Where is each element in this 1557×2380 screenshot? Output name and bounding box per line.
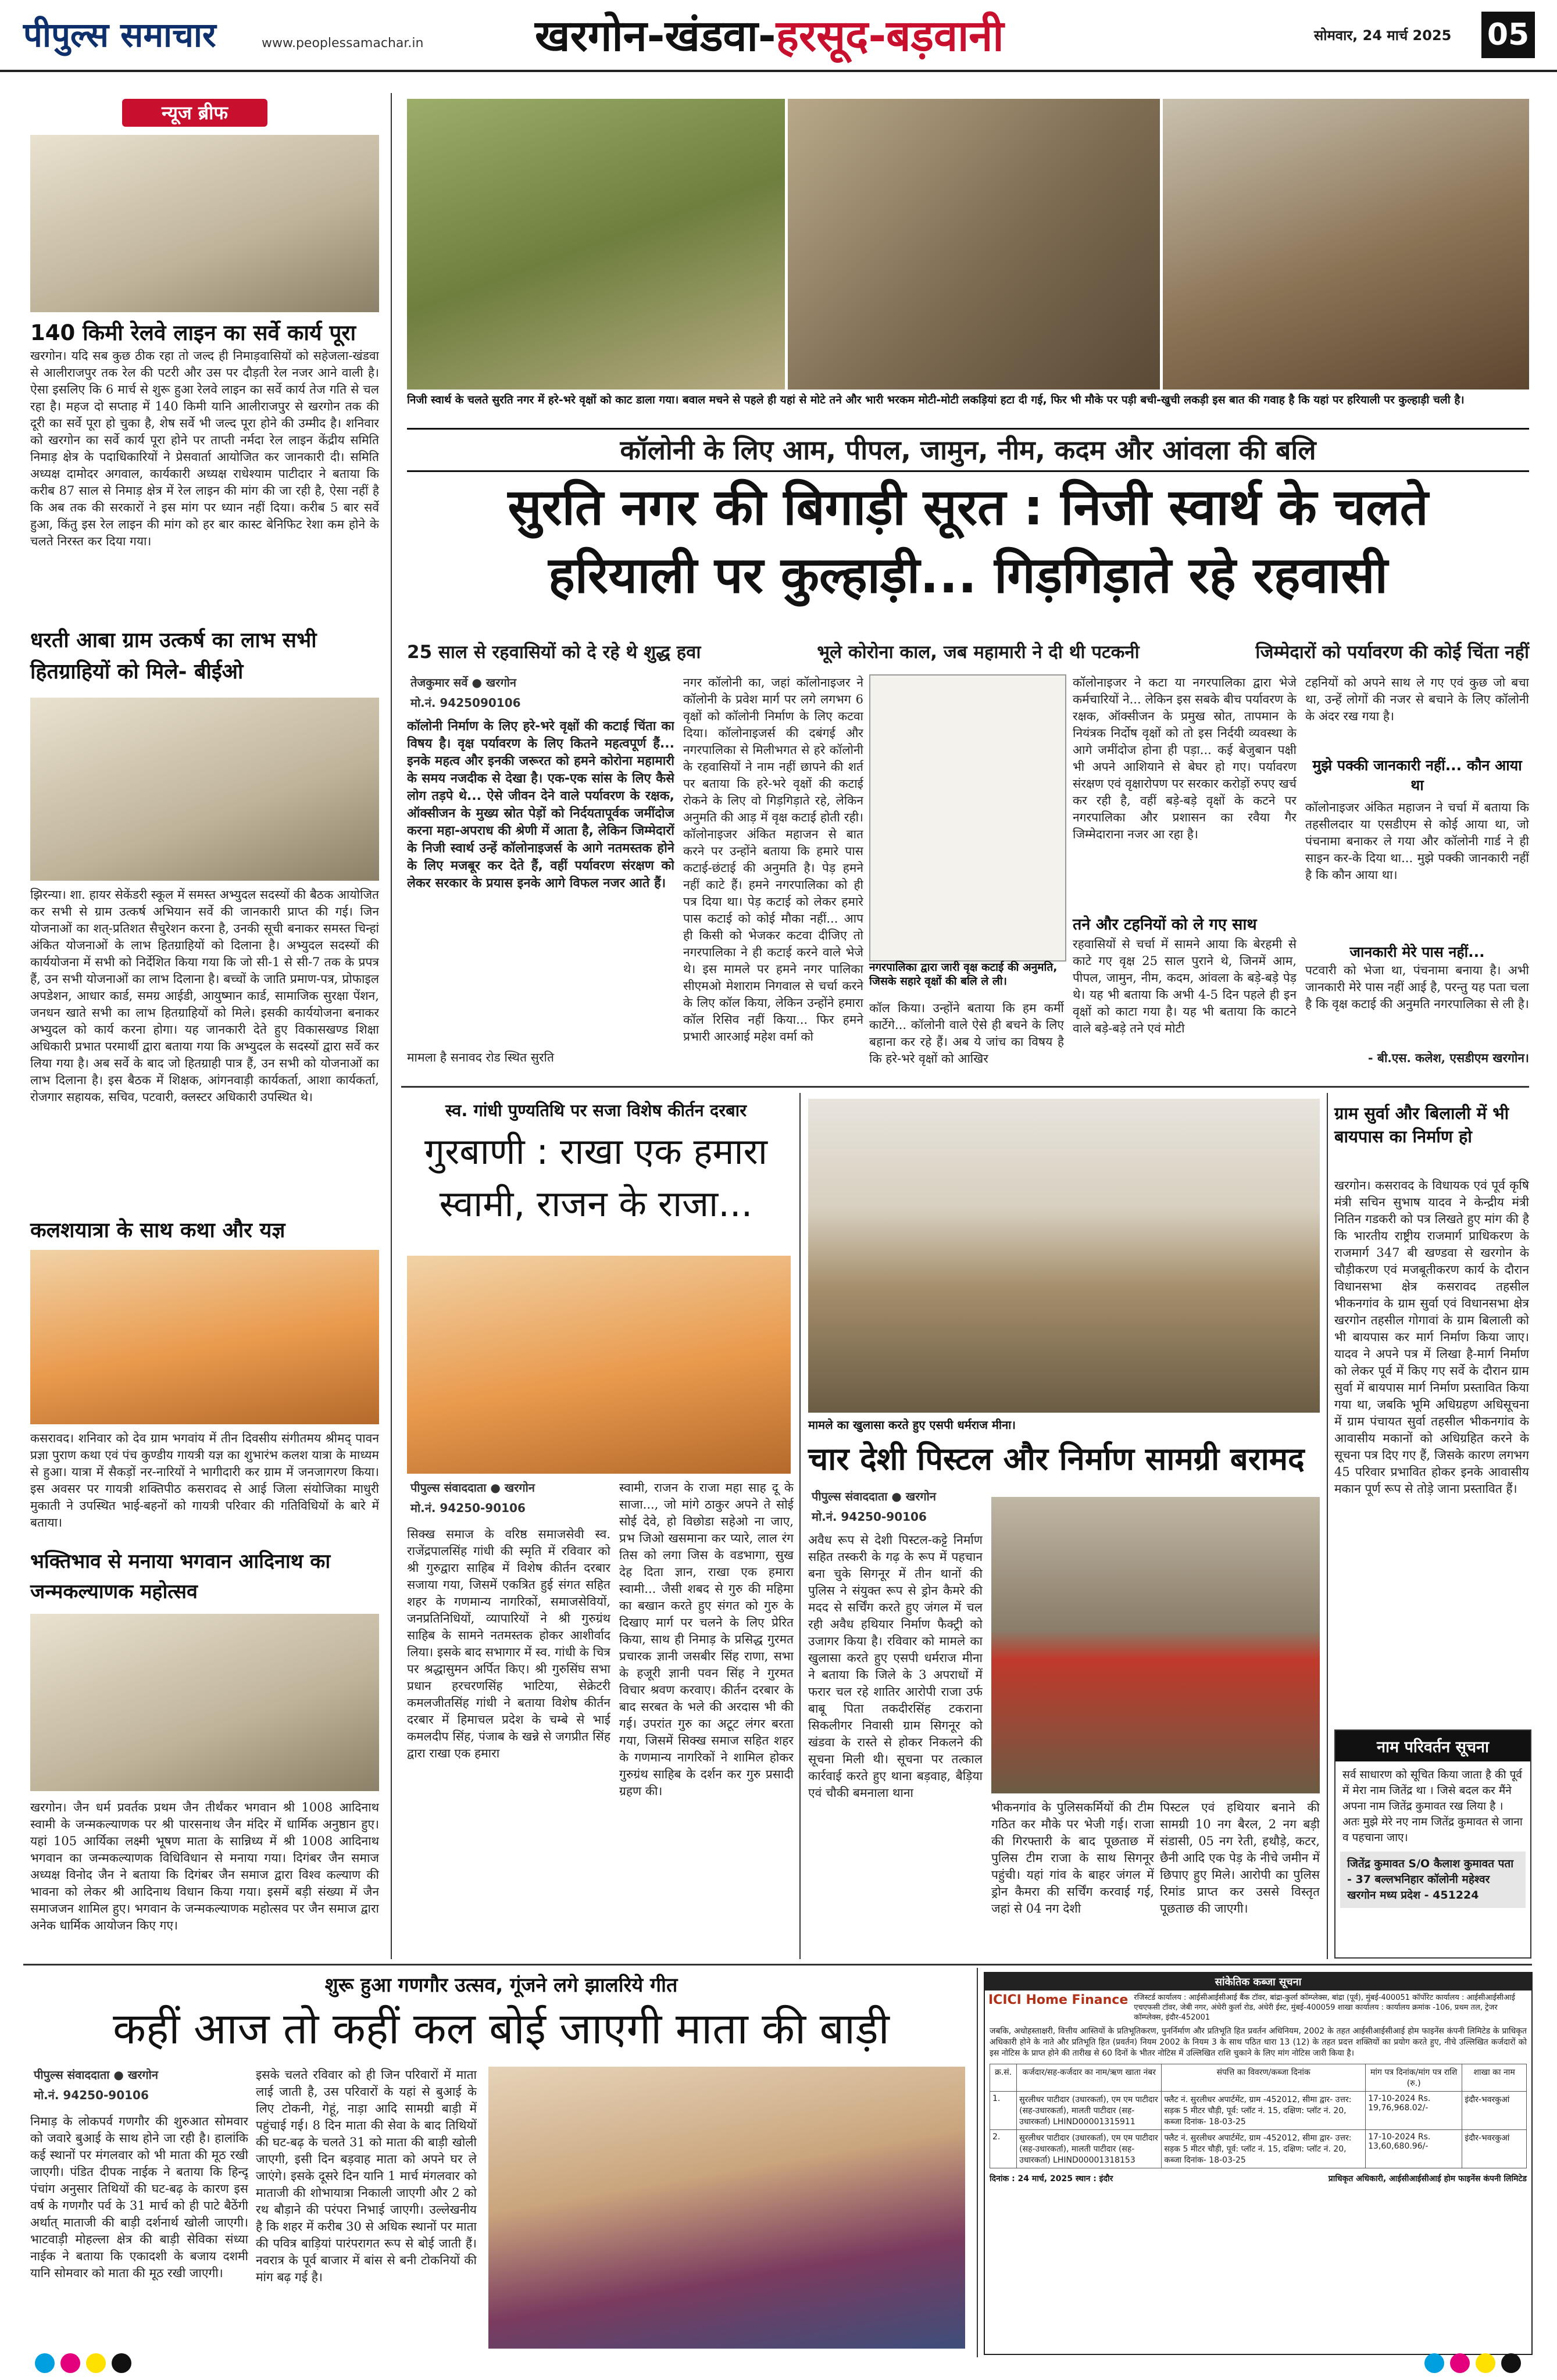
brief-body: झिरन्या। शा. हायर सेकेंडरी स्कूल में समस्त अभ्युदल सदस्यों की बैठक आयोजित कर सभी से ग्राम उत्कर्ष अभियान सर्वे की जानकारी प्राप्त की गई। जिन योजनाओं का शत्-प्रतिशत सैचुरेशन करना है, उनकी सूची बनाकर समस्त चिन्हां अंकित योजनाओं के लाभ हितग्राहियों को दिलाना है। अभ्युदल सदस्यों की कार्ययोजना में सभी को निर्देशित किया गया कि जो सी-1 से सी-7 तक के प्रपत्र हैं, उन सभी योजनाओं का लाभ दिलाना है। बच्चों के जाति प्रमाण-पत्र, प्रोफाइल अपडेशन, आधार कार्ड, समग्र आईडी, आयुष्मान कार्ड, सामाजिक सुरक्षा पेंशन, जनधन खाते सभी का लाभ हितग्राहियों को मिले। इसकी कार्ययोजना बनाकर अभ्युदल को कार्य करना होगा। यह जानकारी देते हुए विकासखण्ड शिक्षा अधिकारी प्रभात परमार्थी द्वारा बताया गया कि अभ्युदल के सदस्यों द्वारा सर्वे कर लिया गया है। अब सर्वे के बाद जो हितग्राही पात्र हैं, उन सभी को योजनाओं का लाभ दिलाना है। इस बैठक में शिक्षक, आंगनवाड़ी कार्यकर्ता, आशा कार्यकर्ता, रोजगार सहायक, सचिव, पटवारी, क्लस्टर अधिकारी उपस्थित थे। (30, 888, 379, 1104)
notice-signatory: प्राधिकृत अधिकारी, आईसीआईसीआई होम फाइनेंस कंपनी लिमिटेड (1328, 2174, 1527, 2184)
notice-table-header: संपत्ति का विवरण/कब्जा दिनांक (1162, 2064, 1366, 2092)
gangaur-women-photo (488, 2067, 965, 2349)
lead-kicker-text: कॉलोनी के लिए आम, पीपल, जामुन, नीम, कदम और आंवला की बलि (608, 434, 1327, 466)
gangaur-column-2: इसके चलते रविवार को ही जिन परिवारों में माता लाई जाती है, उस परिवारों के यहां से बुआई के लिए टोकनी, गेहूं, नाड़ा आदि सामग्री बाड़ी में पहुंचाई गई। 8 दिन माता की सेवा के बाद तिथियों की घट-बढ़ के चलते 31 को माता की बाड़ी खोली जाएगी, इसी दिन बड़वाह माता को अपने घर ले जाएंगे। इसके दूसरे दिन यानि 1 मार्च मंगलवार को माताजी की शोभायात्रा निकाली जाएगी और 2 को रथ बौड़ाने की परंपरा निभाई जाएगी। उल्लेखनीय है कि शहर में करीब 30 से अधिक स्थानों पर माता की पवित्र बाड़ियां पारंपरागत रूप से बोई जाती हैं। नवरात्र के पूर्व बाजार में बांस से बनी टोकनियों की मांग बढ़ गई है। (256, 2068, 477, 2284)
document-caption: नगरपालिका द्वारा जारी वृक्ष कटाई की अनुमति, जिसके सहारे वृक्षों की बलि ले ली। (869, 961, 1058, 988)
issue-date: सोमवार, 24 मार्च 2025 (1314, 27, 1452, 44)
gurbani-kicker: स्व. गांधी पुण्यतिथि पर सजा विशेष कीर्तन दरबार (445, 1100, 747, 1120)
black-registration-dot (1501, 2353, 1521, 2373)
notice-title: सांकेतिक कब्जा सूचना (985, 1973, 1531, 1991)
notice-address: रजिस्टर्ड कार्यालय : आईसीआईसीआई बैंक टॉवर, बांद्रा-कुर्ला कॉम्प्लेक्स, बांद्रा (पूर्व), मुंबई-400051 कॉर्पोरेट कार्यालय : आईसीआईसीआई एचएफसी टॉवर, जेबी नगर, अंधेरी कुर्ला रोड, अंधेरी ईस्ट, मुंबई-400059 शाखा कार्यालय : कार्यालय क्रमांक -106, प्रथम तल, ट्रेजर कॉम्प्लेक्स, इंदौर-452001 (1134, 1993, 1515, 2022)
brief-body: कसरावद। शनिवार को देव ग्राम भगवांय में तीन दिवसीय संगीतमय श्रीमद् पावन प्रज्ञा पुराण कथा एवं पंच कुण्डीय गायत्री यज्ञ का शुभारंभ कलश यात्रा के माध्यम से हुआ। यात्रा में सैकड़ों नर-नारियों ने भागीदारी कर ग्राम में जनजागरण किया। इस अवसर पर गायत्री शक्तिपीठ कसरावद से आई जिला संयोजिका माधुरी मुकाती ने उपस्थित भाई-बहनों को गायत्री परिवार की गतिविधियों के बारे में बताया। (30, 1431, 379, 1530)
permission-document-photo (869, 674, 1066, 962)
gurbani-column-1: सिक्ख समाज के वरिष्ठ समाजसेवी स्व. राजेंद्रपालसिंह गांधी की स्मृति में रविवार को श्री गुरुद्वारा साहिब में विशेष कीर्तन दरबार सजाया गया, जिसमें एकत्रित हुई संगत सहित शहर के गणमान्य नागरिकों, समाजसेवियों, जनप्रतिनिधियों, व्यापारियों ने श्री गुरुग्रंथ साहिब के सामने नतमस्तक होकर आशीर्वाद लिया। इसके बाद सभागार में स्व. गांधी के चित्र पर श्रद्धासुमन अर्पित किए। श्री गुरुसिंघ सभा प्रधान हरचरणसिंह भाटिया, सेक्रेटरी कमलजीतसिंह गांधी ने बताया विशेष कीर्तन दरबार में हिमाचल प्रदेश के चम्बे से भाई कमलदीप सिंह, पंजाब के खन्ने से जगप्रीत सिंह द्वारा राखा एक हमारा (407, 1527, 610, 1760)
lead-column-4b: रहवासियों से चर्चा में सामने आया कि बेरहमी से काटे गए वृक्ष 25 साल पुराने थे, जिनमें आम, पीपल, जामुन, नीम, कदम, आंवला के बड़े-बड़े पेड़ थे। यह भी बताया कि अभी 4-5 दिन पहले ही इन वृक्षों को काटा गया है। यह भी बताया कि काटने वाले बड़े-बड़े तने एवं मोटी (1073, 937, 1297, 1035)
black-registration-dot (112, 2353, 131, 2373)
bypass-body: खरगोन। कसरावद के विधायक एवं पूर्व कृषि मंत्री सचिन सुभाष यादव ने केन्द्रीय मंत्री नितिन गडकरी को पत्र लिखते हुए मांग की है कि भारतीय राष्ट्रीय राजमार्ग प्राधिकरण के राजमार्ग 347 बी खण्डवा से खरगोन के चौड़ीकरण एवं मजबूतीकरण कार्य के दौरान विधानसभा क्षेत्र कसरावद तहसील भीकनगांव के ग्राम सुर्वा एवं विधानसभा क्षेत्र खरगोन तहसील गोगावां के ग्राम बिलाली को भी बायपास कर मार्ग निर्माण किया जाए। यादव ने अपने पत्र में लिखा है-मार्ग निर्माण को लेकर पूर्व में किए गए सर्वे के दौरान ग्राम सुर्वा में बायपास मार्ग निर्माण प्रस्तावित किया गया था, जबकि भूमि अधिग्रहण अधिसूचना में ग्राम पंचायत सुर्वा तहसील भीकनगांव के आवासीय मकानों को अधिग्रहित करने के सूचना पत्र दिए गए हैं, जिसके कारण लगभग 45 परिवार प्रभावित होकर इनके आवासीय मकान पूर्ण रूप से तोड़े जाना प्रस्तावित हैं। (1334, 1178, 1529, 1496)
cmyk-registration-marks (0, 2349, 1557, 2380)
notice-date-place: दिनांक : 24 मार्च, 2025 स्थान : इंदौर (990, 2174, 1113, 2184)
kirtan-darbar-photo (407, 1256, 791, 1474)
yellow-registration-dot (86, 2353, 106, 2373)
lead-subheads (407, 639, 1529, 669)
lead-byline: तेजकुमार सर्वे ● खरगोन (410, 676, 516, 689)
website-url: www.peoplessamachar.in (262, 36, 424, 51)
notice-table-header: कर्जदार/सह-कर्जदार का नाम/ऋण खाता नंबर (1017, 2064, 1162, 2092)
lead-headline-line-2: हरियाली पर कुल्हाड़ी... गिड़गिड़ाते रहे रहवासी (548, 546, 1388, 605)
bypass-headline: ग्राम सुर्वा और बिलाली में भी बायपास का निर्माण हो (1334, 1103, 1509, 1146)
column-divider (1327, 1093, 1328, 1959)
table-cell: 1. (990, 2092, 1017, 2130)
table-cell: 17-10-2024 Rs. 13,60,680.96/- (1366, 2130, 1462, 2168)
table-cell: इंदौर-भवरकुआं (1462, 2130, 1527, 2168)
brief-body: खरगोन। यदि सब कुछ ठीक रहा तो जल्द ही निमाड़वासियों को सहेजला-खंडवा से आलीराजपुर तक रेल की पटरी और उस पर दौड़ती रेल नजर आने वाली है। ऐसा इसलिए कि 6 मार्च से शुरू हुआ रेलवे लाइन का सर्वे कार्य तेज गति से चल रहा है। महज दो सप्ताह में 140 किमी यानि आलीराजपुर से खरगोन तक की दूरी का सर्वे पूरा हो चुका है, शेष सर्वे भी जल्द पूरा होने की उम्मीद है। शनिवार को खरगोन का सर्वे कार्य पूरा होने पर ताप्ती नर्मदा रेल लाइन केंद्रीय समिति निमाड़ क्षेत्र के पदाधिकारियों ने प्रेसवार्ता आयोजित कर जानकारी दी। समिति अध्यक्ष दामोदर अगवाल, कार्यकारी अध्यक्ष राधेश्याम पाटीदार ने बताया कि करीब 87 साल से निमाड़ क्षेत्र में रेल लाइन की मांग की जा रही है, ऐसा नहीं है कि अब तक की सरकारों ने इस मांग पर ध्यान नहीं दिया। करीब 5 बार सर्वे हुआ, किंतु इस रेल लाइन की मांग को हर बार कास्ट बेनिफिट रेशा कम होने के चलते निरस्त कर दिया गया। (30, 349, 379, 548)
icici-brand: ICICI Home Finance (988, 1993, 1129, 2007)
cyan-registration-dot (35, 2353, 55, 2373)
gurbani-headline-line-2: स्वामी, राजन के राजा... (439, 1182, 753, 1225)
name-change-notice (1334, 1729, 1531, 1959)
gangaur-kicker: शुरू हुआ गणगौर उत्सव, गूंजने लगे झालरिये गीत (324, 1974, 678, 1997)
lead-column-4a: कॉलोनाइजर ने कटा या नगरपालिका द्वारा भेजे कर्मचारियों ने... लेकिन इस सबके बीच पर्यावरण के रक्षक, ऑक्सीजन के प्रमुख स्रोत, तापमान के नियंत्रक निर्दोष वृक्षों को तो इस निर्दयी व्यवस्था के आगे जमींदोज होना ही पड़ा... कई बेजुबान पक्षी भी अपने आशियाने से बेघर हो गए। पर्यावरण संरक्षण एवं वृक्षारोपण पर सरकार करोड़ों रुपए खर्च कर रही है, वहीं बड़े-बड़े वृक्षों के कटने पर नगरपालिका और प्रशासन का रवैया गैर जिम्मेदाराना नजर आ रहा है। (1073, 676, 1297, 841)
table-cell: सुरलीधर पाटीदार (उधारकर्ता), एम एम पाटीदार (सह-उधारकर्ता), मालती पाटीदार (सह-उधारकर्ता) LHIND00001318153 (1017, 2130, 1162, 2168)
lead-column-4-subhead: तने और टहनियों को ले गए साथ (1073, 916, 1257, 934)
arrested-accused-photo (991, 1497, 1320, 1793)
notice-table-header: मांग पत्र दिनांक/मांग पत्र राशि (रु.) (1366, 2064, 1462, 2092)
police-column-2: भीकनगांव के पुलिसकर्मियों की टीम गठित कर मौके पर भेजी गई। राजा की गिरफ्तारी के बाद पूछताछ में पुलिस टीम राजा के साथ सिगनूर पहुंची। यहां गांव के बाहर जंगल में ड्रोन कैमरा की सर्चिंग करवाई गई, जहां से 04 नग देशी (991, 1800, 1154, 1916)
lead-mobile: मो.नं. 9425090106 (410, 696, 521, 710)
notice-table-header: शाखा का नाम (1462, 2064, 1527, 2092)
brief-title: भक्तिभाव से मनाया भगवान आदिनाथ का जन्मकल्याणक महोत्सव (30, 1550, 331, 1603)
column-divider (799, 1093, 801, 1959)
table-row (990, 2092, 1527, 2130)
table-cell: फ्लैट नं. सुरलीधर अपार्टमेंट, ग्राम -452012, सीमा द्वार- उत्तर: सड़क 5 मीटर चौड़ी, पूर्व: प्लॉट नं. 15, दक्षिण: प्लॉट नं. 20, कब्जा दिनांक- 18-03-25 (1162, 2092, 1366, 2130)
lead-column-5b: कॉलोनाइजर अंकित महाजन ने चर्चा में बताया कि तहसीलदार या एसडीएम से कोई आया था, जो पंचनामा बनाकर ले गया और कॉलोनी गार्ड ने ही साइन कर-के दिया था... मुझे पक्की जानकारी नहीं है कि कौन आया था। (1305, 801, 1529, 882)
newspaper-logo: पीपुल्स समाचार (23, 15, 216, 55)
table-cell: सुरलीधर पाटीदार (उधारकर्ता), एम एम पाटीदार (सह-उधारकर्ता), मालती पाटीदार (सह-उधारकर्ता) LHIND00001315911 (1017, 2092, 1162, 2130)
police-column-1: अवैध रूप से देशी पिस्टल-कट्टे निर्माण सहित तस्करी के गढ़ के रूप में पहचान बना चुके सिगनूर में तीन थानों की पुलिस ने संयुक्त रूप से ड्रोन कैमरे की मदद से सर्चिंग करते हुए जंगल में चल रही अवैध हथियार निर्माण फैक्ट्री को उजागर किया है। रविवार को मामले का खुलासा करते हुए एसपी धर्मराज मीना ने बताया कि जिले के 3 अपराधों में फरार चल रहे शातिर आरोपी राजा उर्फ बाबू पिता तकदीरसिंह टकराना सिकलीगर निवासी ग्राम सिगनूर को खंडवा के रास्ते से होकर निकलने की सूचना मिली थी। सूचना पर तत्काल कार्रवाई करते हुए थाना बड़वाह, बैड़िया एवं चौकी बमनाला थाना (808, 1533, 983, 1800)
news-brief-label: न्यूज ब्रीफ (122, 99, 267, 127)
lead-intro: कॉलोनी निर्माण के लिए हरे-भरे वृक्षों की कटाई चिंता का विषय है। वृक्ष पर्यावरण के लिए कितने महत्वपूर्ण हैं... इनके महत्व और इनकी जरूरत को हमने कोरोना महामारी के समय नजदीक से देखा है। एक-एक सांस के लिए कैसे लोग तड़पे थे... ऐसे जीवन देने वाले पर्यावरण के रक्षक, ऑक्सीजन के मुख्य स्रोत पेड़ों को निर्दयतापूर्वक जमींदोज करना महा-अपराध की श्रेणी में आता है, लेकिन जिम्मेदारों के निजी स्वार्थ उन्हें कॉलोनाइजर्स के आगे नतमस्तक होने के लिए मजबूर कर देते हैं, वहीं पर्यावरण संरक्षण को लेकर सरकार के प्रयास इनके आगे विफल नजर आते हैं। (407, 719, 674, 891)
tree-photo-2 (788, 99, 1160, 389)
gurbani-byline: पीपुल्स संवाददाता ● खरगोन (410, 1481, 535, 1495)
police-photo-caption: मामले का खुलासा करते हुए एसपी धर्मराज मीना। (808, 1418, 1016, 1432)
magenta-registration-dot (1450, 2353, 1470, 2373)
column-divider (391, 93, 392, 1959)
section-divider (23, 1964, 1532, 1966)
masthead (0, 0, 1557, 72)
name-change-signature: जितेंद्र कुमावत S/O कैलाश कुमावत पता - 37 बल्लभनिहार कॉलोनी महेश्वर खरगोन मध्य प्रदेश - 451224 (1340, 1852, 1526, 1908)
table-cell: इंदौर-भवरकुआं (1462, 2092, 1527, 2130)
police-headline: चार देशी पिस्टल और निर्माण सामग्री बरामद (808, 1441, 1305, 1477)
yellow-registration-dot (1476, 2353, 1495, 2373)
lead-column-5a: टहनियों को अपने साथ ले गए एवं कुछ जो बचा था, उन्हें लोगों की नजर से बचाने के लिए कॉलोनी के अंदर रख गया है। (1305, 676, 1529, 723)
brief-body: खरगोन। जैन धर्म प्रवर्तक प्रथम जैन तीर्थंकर भगवान श्री 1008 आदिनाथ स्वामी के जन्मकल्याणक पर श्री पारसनाथ जैन मंदिर में धार्मिक अनुष्ठान हुए। यहां 105 आर्यिका लक्ष्मी भूषण माता के सान्निध्य में श्री 1008 आदिनाथ भगवान का जन्मकल्याणक विधिविधान से मनाया गया। दिगंबर जैन समाज अध्यक्ष विनोद जैन ने बताया कि दिगंबर जैन समाज द्वारा विश्व कल्याण की भावना को लेकर श्री आदिनाथ विधान किया गया। इसमें बड़ी संख्या में जैन समाजजन शामिल हुए। भगवान के जन्मकल्याणक महोत्सव पर जैन समाज द्वारा अनेक धार्मिक आयोजन किए गए। (30, 1800, 379, 1932)
name-change-text: सर्व साधारण को सूचित किया जाता है की पूर्व में मेरा नाम जितेंद्र था । जिसे बदल कर मैंने अपना नाम जितेंद्र कुमावत रख लिया है । अतः मुझे मेरे नए नाम जितेंद्र कुमावत से जाना व पहचाना जाए। (1342, 1768, 1523, 1844)
police-mobile: मो.नं. 94250-90106 (812, 1510, 927, 1524)
sdm-quote: पटवारी को भेजा था, पंचनामा बनाया है। अभी जानकारी मेरे पास नहीं आई है, परन्तु यह पता चला है कि वृक्ष कटाई की अनुमति नगरपालिका से ली है। (1305, 963, 1529, 1011)
gangaur-byline: पीपुल्स संवाददाता ● खरगोन (34, 2068, 158, 2082)
railway-meeting-photo (30, 135, 379, 312)
brief-title: कलशयात्रा के साथ कथा और यज्ञ (30, 1218, 285, 1242)
gangaur-mobile: मो.नं. 94250-90106 (34, 2088, 149, 2102)
name-change-title: नाम परिवर्तन सूचना (1335, 1731, 1530, 1761)
lead-photo-caption: निजी स्वार्थ के चलते सुरति नगर में हरे-भरे वृक्षों को काट डाला गया। बवाल मचने से पहले ही यहां से मोटे तने और भारी भरकम मोटी-मोटी लकड़ियां हटा दी गई, फिर भी मौके पर पड़ी बची-खुची लकड़ी इस बात की गवाह है कि यहां पर हरियाली पर कुल्हाड़ी चली है। (407, 394, 1465, 406)
table-cell: 2. (990, 2130, 1017, 2168)
gangaur-headline: कहीं आज तो कहीं कल बोई जाएगी माता की बाड़ी (113, 2004, 890, 2054)
section-title (535, 5, 1004, 63)
section-title-part-a: खरगोन-खंडवा- (535, 11, 776, 61)
gurbani-headline-line-1: गुरबाणी : राखा एक हमारा (424, 1130, 767, 1173)
lead-headline-line-1: सुरति नगर की बिगाड़ी सूरत : निजी स्वार्थ के चलते (508, 478, 1429, 537)
jain-festival-photo (30, 1614, 379, 1791)
cyan-registration-dot (1424, 2353, 1444, 2373)
tree-photo-1 (407, 99, 785, 389)
notice-table-header: क्र.सं. (990, 2064, 1017, 2092)
kalash-yatra-photo (30, 1250, 379, 1424)
magenta-registration-dot (60, 2353, 80, 2373)
tree-photo-3 (1163, 99, 1529, 389)
sdm-attribution: - बी.एस. कलेश, एसडीएम खरगोन। (1367, 1050, 1529, 1065)
lead-intro-tail: मामला है सनावद रोड स्थित सुरति (407, 1050, 554, 1064)
page-number: 05 (1481, 12, 1535, 58)
lead-column-2: नगर कॉलोनी का, जहां कॉलोनाइजर ने कॉलोनी के प्रवेश मार्ग पर लगे लगभग 6 वृक्षों को कॉलोनी निर्माण के लिए कटवा दिया। कॉलोनाइजर्स की दबंगई और नगरपालिका से मिलीभगत से हरे कॉलोनी के रहवासियों ने नाम नहीं छापने की शर्त पर बताया कि हरे-भरे वृक्षों की कटाई रोकने के लिए वो गिड़गिड़ाते रहे, लेकिन अनुमति की आड़ में वृक्ष कटाई होती रही। कॉलोनाइजर अंकित महाजन से बात करने पर उन्होंने बताया कि हमारे पास कटाई-छंटाई की अनुमति है। पेड़ हमने नहीं काटे हैं। हमने नगरपालिका को ही पत्र दिया था। पेड़ कटाई को लेकर हमारे पास कटाई को कोई मौका नहीं... आप ही किसी को भेजकर कटवा दीजिए तो नगरपालिका ने ही कटाई करने वाले भेजे थे। इस मामले पर हमने नगर पालिका सीएमओ मेशाराम निगवाल से चर्चा करने के लिए कॉल किया, लेकिन उन्होंने हमारा कॉल रिसिव नहीं किया... फिर हमने प्रभारी आरआई महेश वर्मा को (683, 676, 863, 1044)
lead-subhead: भूले कोरोना काल, जब महामारी ने दी थी पटकनी (817, 642, 1140, 663)
gangaur-column-1: निमाड़ के लोकपर्व गणगौर की शुरुआत सोमवार को जवारे बुआई के साथ होने जा रही है। हालांकि कई स्थानों पर मंगलवार को भी माता की मूठ रखी जाएगी। पंडित दीपक नाईक ने बताया कि हिन्दू पंचांग अनुसार तिथियों की घट-बढ़ के कारण इस वर्ष के गणगौर पर्व के 31 मार्च को ही पाटे बैठेंगी अर्थात् माताजी की बाड़ी दर्शनार्थ खोली जाएगी। भाटवाड़ी मोहल्ला क्षेत्र की बाड़ी सेविका संध्या नाईक ने बताया कि एकादशी के बजाय दशमी यानि सोमवार को माता की मूठ रखी जाएगी। (30, 2114, 248, 2280)
column-divider (977, 1968, 978, 2357)
section-title-part-b: हरसूद-बड़वानी (776, 11, 1004, 61)
school-meeting-photo (30, 698, 379, 881)
brief-title: धरती आबा ग्राम उत्कर्ष का लाभ सभी हितग्राहियों को मिले- बीईओ (30, 628, 317, 684)
notice-table (990, 2064, 1527, 2168)
police-byline: पीपुल्स संवाददाता ● खरगोन (812, 1489, 936, 1503)
lead-column-5-subhead: जानकारी मेरे पास नहीं... (1349, 944, 1485, 960)
lead-column-5-subhead: मुझे पक्की जानकारी नहीं... कौन आया था (1312, 757, 1522, 794)
police-column-3: पिस्टल एवं हथियार बनाने की सामग्री 10 नग बैरल, 2 नग बड़ी संडासी, 05 नग रेती, हथौड़े, कटर, छैनी आदि एक पेड़ के नीचे जमीन में छिपाए हुए मिले। आरोपी का पुलिस रिमांड प्राप्त कर उससे विस्तृत पूछताछ की जाएगी। (1160, 1800, 1320, 1916)
table-cell: फ्लैट नं. सुरलीधर अपार्टमेंट, ग्राम -452012, सीमा द्वार- उत्तर: सड़क 5 मीटर चौड़ी, पूर्व: प्लॉट नं. 15, दक्षिण: प्लॉट नं. 20, कब्जा दिनांक- 18-03-25 (1162, 2130, 1366, 2168)
table-row (990, 2130, 1527, 2168)
lead-subhead: जिम्मेदारों को पर्यावरण की कोई चिंता नहीं (1255, 642, 1529, 663)
lead-kicker (407, 428, 1529, 472)
notice-body: जबकि, अधोहस्ताक्षरी, वित्तीय आस्तियों के प्रतिभूतिकरण, पुनर्निर्माण और प्रतिभूति हित प्रवर्तन अधिनियम, 2002 के तहत आईसीआईसीआई होम फाइनेंस कंपनी लिमिटेड के प्राधिकृत अधिकारी होने के नाते और प्रतिभूति हित (प्रवर्तन) नियम 2002 के नियम 3 के साथ पठित धारा 13 (12) के तहत प्रदत्त शक्तियों का प्रयोग करते हुए, नीचे उल्लिखित कर्जदारों को इस नोटिस के प्राप्त होने की तारीख से 60 दिनों के भीतर नोटिस में उल्लिखित राशि चुकाने के लिए मांग नोटिस जारी किया है। (990, 2027, 1527, 2058)
brief-title: 140 किमी रेलवे लाइन का सर्वे कार्य पूरा (30, 320, 356, 345)
table-cell: 17-10-2024 Rs. 19,76,968.02/- (1366, 2092, 1462, 2130)
gurbani-mobile: मो.नं. 94250-90106 (410, 1501, 526, 1515)
section-divider (401, 1086, 1529, 1088)
lead-subhead: 25 साल से रहवासियों को दे रहे थे शुद्ध हवा (407, 642, 701, 663)
police-press-photo (808, 1099, 1320, 1413)
icici-possession-notice (984, 1972, 1533, 2355)
gurbani-column-2: स्वामी, राजन के राजा महा साह दू के साजा..., जो मांगे ठाकुर अपने ते सोई सोई देवे, हो विछोडा सहेओ ना जाए, प्रभ जिओ खसमाना कर प्यारे, लाल रंग तिस को लगा जिस के वडभागा, सुख देह दिता ज्ञान, राखा एक हमारा स्वामी... जैसी शबद से गुरु की महिमा का बखान करते हुए संगत को गुरु के दिखाए मार्ग पर चलने के लिए प्रेरित किया, साथ ही निमाड़ के प्रसिद्ध गुरमत प्रचारक ज्ञानी जसबीर सिंह राणा, सभा के हजूरी ज्ञानी पवन सिंह ने गुरमत विचार श्रवण करवाए। कीर्तन दरबार के बाद सरबत के भले की अरदास भी की गई। उपरांत गुरु का अटूट लंगर बरता गया, जिसमें सिक्ख समाज सहित शहर के गणमान्य नागरिकों ने शामिल होकर गुरुग्रंथ साहिब के दर्शन कर गुरु प्रसादी ग्रहण की। (619, 1481, 794, 1798)
lead-column-3: कॉल किया। उन्होंने बताया कि हम कर्मी कार्टेगे... कॉलोनी वाले ऐसे ही बचने के लिए बहाना कर रहे हैं। अब ये जांच का विषय है कि हरे-भरे वृक्षों को आखिर (869, 1001, 1064, 1066)
